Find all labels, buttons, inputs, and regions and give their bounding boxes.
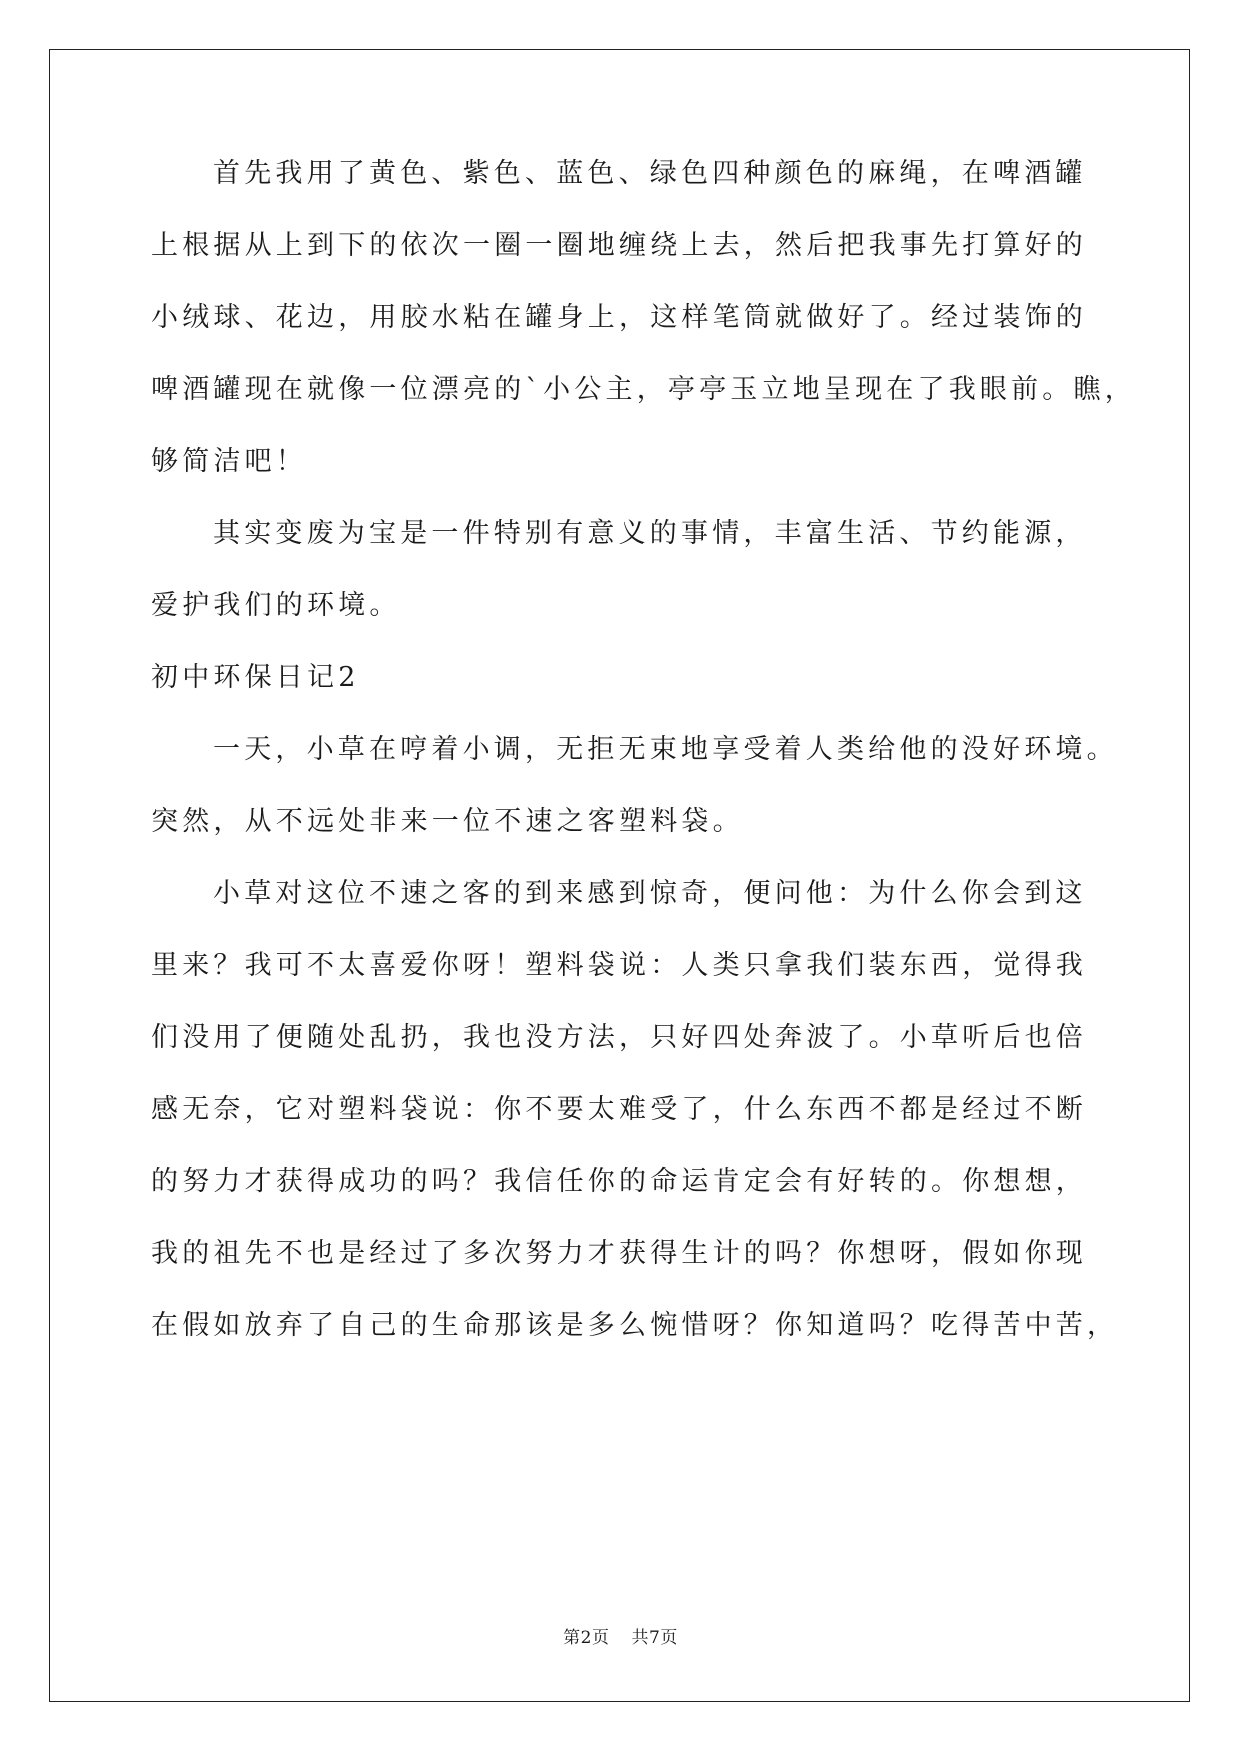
page-current-label: 第2页 (563, 1628, 610, 1648)
paragraph-line: 一天，小草在哼着小调，无拒无束地享受着人类给他的没好环境。 (213, 734, 1118, 765)
paragraph-line: 的努力才获得成功的吗？我信任你的命运肯定会有好转的。你想想， (151, 1166, 1087, 1197)
paragraph-line: 在假如放弃了自己的生命那该是多么惋惜呀？你知道吗？吃得苦中苦， (151, 1310, 1119, 1341)
paragraph-line: 突然，从不远处非来一位不速之客塑料袋。 (151, 806, 744, 837)
section-heading: 初中环保日记2 (151, 662, 360, 693)
paragraph-line: 首先我用了黄色、紫色、蓝色、绿色四种颜色的麻绳，在啤酒罐 (213, 158, 1087, 189)
paragraph-line: 里来？我可不太喜爱你呀！塑料袋说：人类只拿我们装东西，觉得我 (151, 950, 1087, 981)
paragraph-line: 小绒球、花边，用胶水粘在罐身上，这样笔筒就做好了。经过装饰的 (151, 302, 1087, 333)
paragraph-line: 爱护我们的环境。 (151, 590, 401, 621)
page-total-label: 共7页 (631, 1628, 678, 1648)
paragraph-line: 感无奈，它对塑料袋说：你不要太难受了，什么东西不都是经过不断 (151, 1094, 1087, 1125)
paragraph-line: 啤酒罐现在就像一位漂亮的`小公主，亭亭玉立地呈现在了我眼前。瞧， (151, 374, 1136, 405)
paragraph-line: 小草对这位不速之客的到来感到惊奇，便问他：为什么你会到这 (213, 878, 1087, 909)
paragraph-line: 我的祖先不也是经过了多次努力才获得生计的吗？你想呀，假如你现 (151, 1238, 1087, 1269)
paragraph-line: 其实变废为宝是一件特别有意义的事情，丰富生活、节约能源， (213, 518, 1087, 549)
paragraph-line: 们没用了便随处乱扔，我也没方法，只好四处奔波了。小草听后也倍 (151, 1022, 1087, 1053)
page-footer (0, 1626, 1241, 1650)
paragraph-line: 够简洁吧！ (151, 446, 307, 477)
paragraph-line: 上根据从上到下的依次一圈一圈地缠绕上去，然后把我事先打算好的 (151, 230, 1087, 261)
